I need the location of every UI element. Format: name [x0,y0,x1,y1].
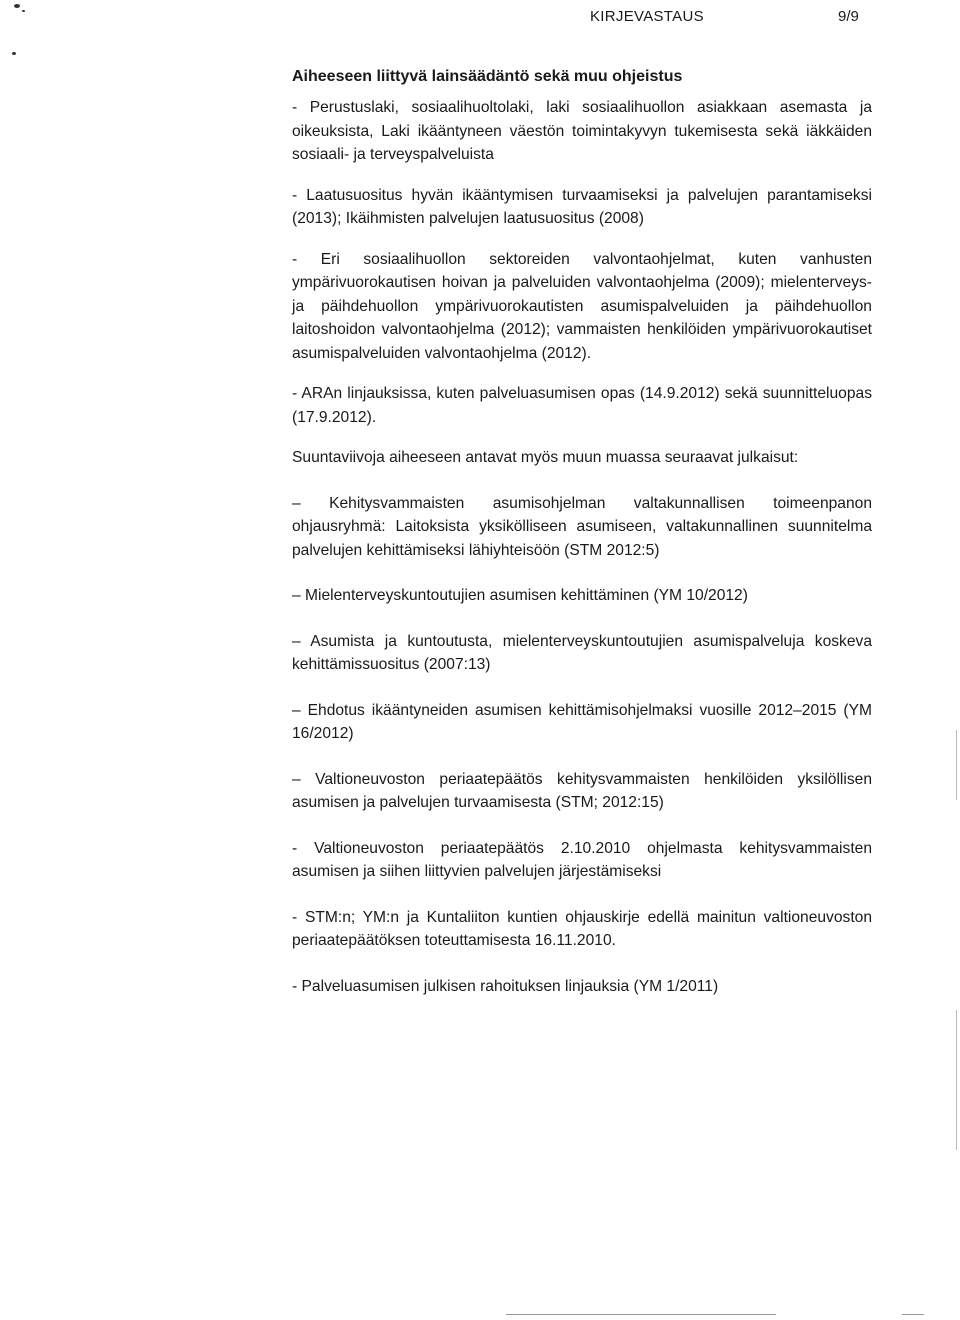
scan-bottom-line [902,1314,924,1315]
page-number: 9/9 [838,8,859,25]
scan-edge-line [956,1010,957,1150]
publication-item: – Mielenterveyskuntoutujien asumisen kehittäminen (YM 10/2012) [292,587,748,604]
document-type-label: KIRJEVASTAUS [590,8,704,25]
paragraph-ara-guidelines: - ARAn linjauksissa, kuten palveluasumisen opas (14.9.2012) sekä suunnitteluopas (17.9.2012). [292,385,872,426]
section-heading: Aiheeseen liittyvä lainsäädäntö sekä muu ohjeistus [292,68,683,85]
scan-edge-line [956,730,957,800]
publication-item: - STM:n; YM:n ja Kuntaliiton kuntien ohjauskirje edellä mainitun valtioneuvoston periaatepäätöksen toteuttamisesta 16.11.2010. [292,908,872,949]
publication-item: – Kehitysvammaisten asumisohjelman valtakunnallisen toimeenpanon ohjausryhmä: Laitoksista yksikölliseen asumiseen, valtakunnallinen suunnitelma palvelujen kehittämiseksi lähiyhteisöön (STM 2012:5) [292,494,872,559]
paragraph-legislation: - Perustuslaki, sosiaalihuoltolaki, laki sosiaalihuollon asiakkaan asemasta ja oikeuksista, Laki ikääntyneen väestön toimintakyvyn tukemisesta sekä iäkkäiden sosiaali- ja terveyspalveluista [292,99,872,163]
publication-item: - Palveluasumisen julkisen rahoituksen linjauksia (YM 1/2011) [292,977,719,995]
publication-item: – Valtioneuvoston periaatepäätös kehitysvammaisten henkilöiden yksilöllisen asumisen ja palvelujen turvaamisesta (STM; 2012:15) [292,770,872,811]
paragraph-quality-recommendations: - Laatusuositus hyvän ikääntymisen turvaamiseksi ja palvelujen parantamiseksi (2013); Ikäihmisten palvelujen laatusuositus (2008) [292,186,872,227]
publication-item: – Asumista ja kuntoutusta, mielenterveyskuntoutujien asumispalveluja koskeva kehittämissuositus (2007:13) [292,632,872,673]
scan-speck [12,52,16,55]
scan-speck [22,10,25,12]
publication-item: - Valtioneuvoston periaatepäätös 2.10.2010 ohjelmasta kehitysvammaisten asumisen ja siihen liittyvien palvelujen järjestämiseksi [292,839,872,880]
scan-speck [14,4,20,8]
scan-bottom-line [506,1314,776,1315]
paragraph-supervision-programmes: - Eri sosiaalihuollon sektoreiden valvontaohjelmat, kuten vanhusten ympärivuorokautisen hoivan ja palveluiden valvontaohjelma (2009); mielenterveys- ja päihdehuollon ympärivuorokautisten asumispalveluiden ja päihdehuollon laitoshoidon valvontaohjelma (2012); vammaisten henkilöiden ympärivuorokautiset asumispalveluiden valvontaohjelma (2012). [292,250,872,362]
publication-item: – Ehdotus ikääntyneiden asumisen kehittämisohjelmaksi vuosille 2012–2015 (YM 16/2012) [292,701,872,742]
paragraph-publications-intro: Suuntaviivoja aiheeseen antavat myös muun muassa seuraavat julkaisut: [292,449,799,466]
document-body [292,66,872,1020]
